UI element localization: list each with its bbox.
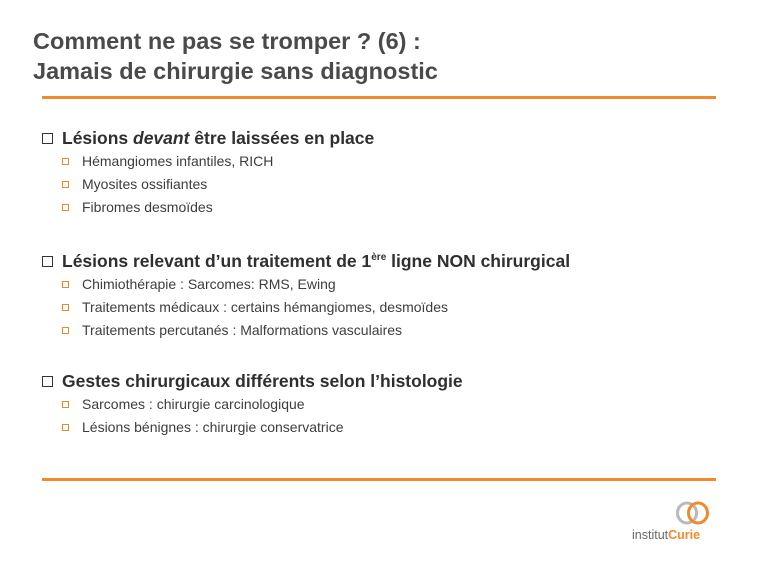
list-item: [42, 319, 732, 342]
section-non-surgical: [42, 249, 732, 342]
section-heading: [42, 126, 732, 150]
list-item: [42, 150, 732, 173]
slide-title-line-2: Jamais de chirurgie sans diagnostic: [33, 58, 438, 84]
list-item-text: Chimiothérapie : Sarcomes: RMS, Ewing: [82, 276, 336, 292]
small-orange-square-icon: [62, 424, 69, 431]
heading-superscript: ère: [371, 252, 387, 263]
list-item: [42, 196, 732, 219]
list-item-text: Sarcomes : chirurgie carcinologique: [82, 396, 305, 412]
checkbox-square-icon: [42, 376, 53, 387]
heading-text-pre: Lésions relevant d’un traitement de 1: [62, 251, 372, 271]
small-orange-square-icon: [62, 158, 69, 165]
heading-text-emphasis: devant: [133, 128, 190, 148]
logo-word-institut: institut: [632, 528, 669, 542]
top-divider: [42, 96, 716, 99]
section-left-in-place: [42, 126, 732, 219]
small-orange-square-icon: [62, 204, 69, 211]
small-orange-square-icon: [62, 181, 69, 188]
heading-text-post: ligne NON chirurgical: [386, 251, 571, 271]
curie-rings-logo-icon: [674, 500, 712, 526]
slide-title-line-1: Comment ne pas se tromper ? (6) :: [33, 28, 421, 54]
list-item-text: Lésions bénignes : chirurgie conservatrice: [82, 419, 344, 435]
heading-text-post: être laissées en place: [189, 128, 375, 148]
bottom-divider: [42, 478, 716, 481]
list-item-text: Traitements percutanés : Malformations vasculaires: [82, 322, 403, 338]
list-item-text: Myosites ossifiantes: [82, 176, 208, 192]
bullet-list: [42, 273, 732, 342]
section-heading: [42, 249, 732, 273]
list-item-text: Traitements médicaux : certains hémangiomes, desmoïdes: [82, 299, 448, 315]
list-item: [42, 273, 732, 296]
small-orange-square-icon: [62, 327, 69, 334]
list-item: [42, 173, 732, 196]
small-orange-square-icon: [62, 281, 69, 288]
logo-word-curie: Curie: [668, 528, 701, 542]
list-item-text: Fibromes desmoïdes: [82, 199, 213, 215]
small-orange-square-icon: [62, 401, 69, 408]
bullet-list: [42, 393, 732, 439]
list-item: [42, 393, 732, 416]
logo-wordmark: [632, 528, 700, 542]
heading-text: Gestes chirurgicaux différents selon l’histologie: [62, 371, 463, 391]
institut-curie-logo: [632, 500, 722, 550]
checkbox-square-icon: [42, 133, 53, 144]
checkbox-square-icon: [42, 256, 53, 267]
list-item: [42, 296, 732, 319]
section-surgical-gestures: [42, 369, 732, 439]
small-orange-square-icon: [62, 304, 69, 311]
slide-title: [33, 26, 438, 86]
heading-text-pre: Lésions: [62, 128, 133, 148]
section-heading: [42, 369, 732, 393]
list-item: [42, 416, 732, 439]
bullet-list: [42, 150, 732, 219]
list-item-text: Hémangiomes infantiles, RICH: [82, 153, 274, 169]
